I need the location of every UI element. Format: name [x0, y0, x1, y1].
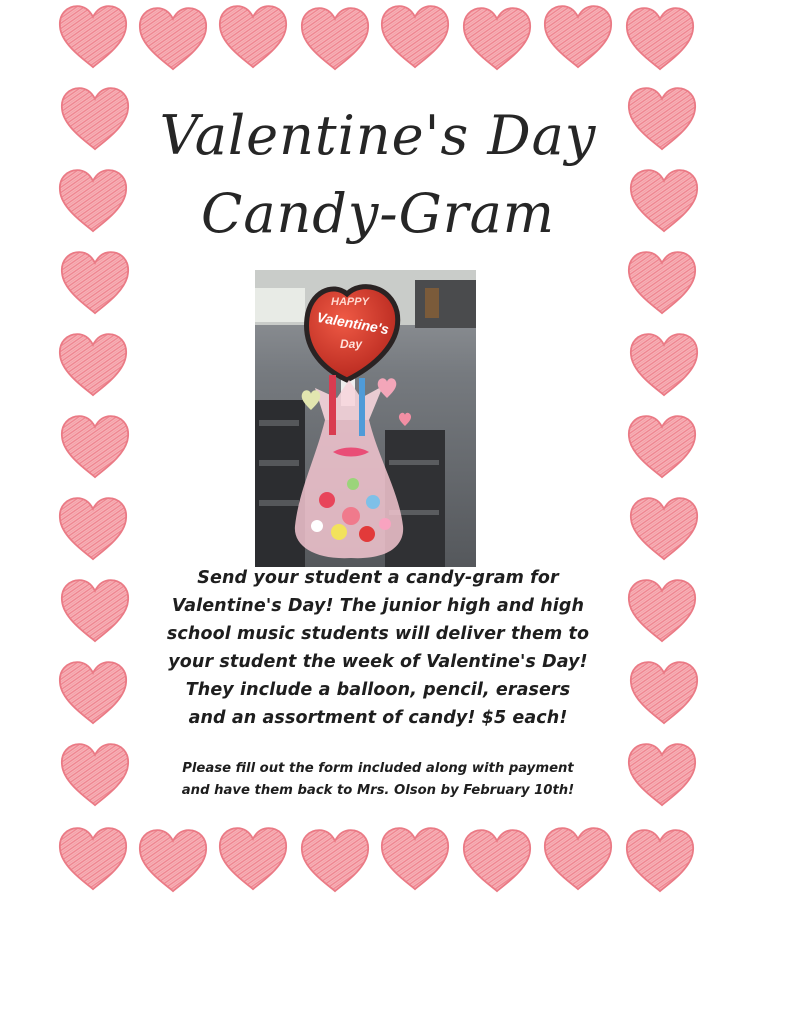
heart-icon: [57, 4, 129, 70]
title-line-1: Valentine's Day: [159, 104, 597, 167]
balloon-text-3: Day: [339, 337, 363, 351]
instructions-line: and have them back to Mrs. Olson by February 10th!: [181, 783, 575, 798]
heart-icon: [624, 828, 696, 894]
heart-icon: [59, 250, 131, 316]
heart-icon: [217, 826, 289, 892]
heart-icon: [59, 414, 131, 480]
heart-icon: [624, 6, 696, 72]
description-text: [130, 564, 626, 732]
description-line: They include a balloon, pencil, erasers: [185, 680, 571, 700]
instructions-text: [140, 758, 616, 802]
description-line: your student the week of Valentine's Day!: [168, 652, 588, 672]
heart-icon: [379, 826, 451, 892]
instructions-line: Please fill out the form included along with payment: [182, 761, 574, 776]
heart-icon: [217, 4, 289, 70]
heart-icon: [542, 826, 614, 892]
description-line: Valentine's Day! The junior high and high: [171, 596, 585, 616]
heart-icon: [461, 828, 533, 894]
heart-icon: [626, 250, 698, 316]
heart-icon: [628, 332, 700, 398]
description-line: and an assortment of candy! $5 each!: [188, 708, 568, 728]
heart-icon: [628, 168, 700, 234]
heart-icon: [626, 86, 698, 152]
description-line: school music students will deliver them to: [166, 624, 590, 644]
heart-icon: [299, 6, 371, 72]
heart-icon: [626, 578, 698, 644]
heart-icon: [379, 4, 451, 70]
balloon-text-2: Valentine's: [315, 308, 391, 338]
heart-icon: [461, 6, 533, 72]
title-line-2: Candy-Gram: [201, 182, 555, 245]
heart-icon: [57, 826, 129, 892]
candy-gram-photo: [255, 270, 476, 567]
heart-icon: [57, 660, 129, 726]
balloon-text-1: HAPPY: [331, 296, 369, 308]
heart-icon: [626, 742, 698, 808]
heart-icon: [628, 496, 700, 562]
heart-icon: [59, 742, 131, 808]
heart-icon: [626, 414, 698, 480]
heart-icon: [57, 496, 129, 562]
heart-icon: [137, 6, 209, 72]
heart-icon: [59, 578, 131, 644]
heart-icon: [57, 168, 129, 234]
description-line: Send your student a candy-gram for: [197, 568, 559, 588]
heart-icon: [137, 828, 209, 894]
heart-icon: [59, 86, 131, 152]
heart-icon: [542, 4, 614, 70]
heart-icon: [299, 828, 371, 894]
heart-icon: [57, 332, 129, 398]
candy-gram-illustration: [255, 270, 476, 567]
heart-icon: [628, 660, 700, 726]
